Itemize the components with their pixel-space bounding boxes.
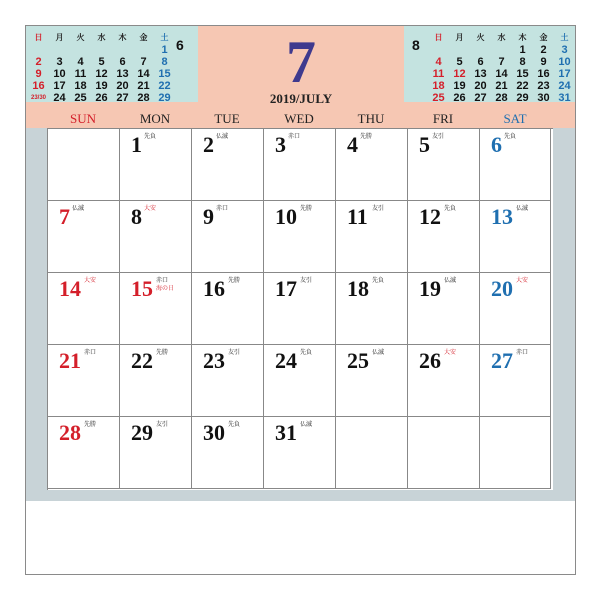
rokuyo-label: 赤口 bbox=[288, 133, 301, 140]
weekday-header-row bbox=[26, 110, 575, 128]
day-cell bbox=[48, 273, 120, 345]
mini-weekday: 金 bbox=[139, 33, 148, 42]
day-cell bbox=[264, 129, 336, 201]
mini-weekday: 土 bbox=[160, 33, 169, 42]
mini-weekday: 金 bbox=[539, 33, 548, 42]
mini-day: 25 bbox=[74, 92, 87, 104]
day-cell bbox=[480, 345, 551, 417]
rokuyo-label: 先負 bbox=[504, 133, 517, 140]
mini-day: 4 bbox=[77, 56, 84, 68]
day-number: 1 bbox=[131, 132, 142, 157]
mini-day: 20 bbox=[474, 80, 487, 92]
mini-day: 8 bbox=[161, 56, 168, 68]
day-number: 9 bbox=[203, 204, 214, 229]
year-month-label: 2019/JULY bbox=[269, 91, 333, 106]
mini-week-row bbox=[28, 68, 192, 80]
rokuyo-label: 仏滅 bbox=[216, 133, 229, 140]
weekday-label-wed: WED bbox=[284, 111, 314, 126]
day-cell bbox=[264, 201, 336, 273]
day-number: 13 bbox=[491, 204, 513, 229]
mini-day: 1 bbox=[161, 44, 168, 56]
mini-weekday: 水 bbox=[97, 33, 106, 42]
mini-day: 25 bbox=[432, 92, 445, 104]
mini-day: 18 bbox=[432, 80, 445, 92]
day-number: 29 bbox=[131, 420, 153, 445]
calendar-page bbox=[25, 25, 576, 575]
day-number: 19 bbox=[419, 276, 441, 301]
weekday-label-thu: THU bbox=[357, 111, 385, 126]
day-cell bbox=[120, 129, 192, 201]
mini-day: 17 bbox=[53, 80, 66, 92]
rokuyo-label: 友引 bbox=[156, 421, 169, 428]
mini-day: 20 bbox=[116, 80, 129, 92]
day-number: 4 bbox=[347, 132, 358, 157]
mini-day: 18 bbox=[74, 80, 87, 92]
day-cell bbox=[48, 417, 120, 489]
day-cell bbox=[480, 129, 551, 201]
mini-day: 28 bbox=[495, 92, 508, 104]
mini-month-number: 6 bbox=[176, 37, 184, 53]
mini-day: 24 bbox=[53, 92, 66, 104]
mini-week-row bbox=[28, 92, 192, 104]
mini-day: 7 bbox=[498, 56, 505, 68]
day-number: 23 bbox=[203, 348, 225, 373]
mini-weekday: 木 bbox=[518, 33, 527, 42]
mini-day: 14 bbox=[137, 68, 150, 80]
day-cell bbox=[48, 129, 120, 201]
day-cell bbox=[336, 273, 408, 345]
day-number: 15 bbox=[131, 276, 153, 301]
weekday-label-fri: FRI bbox=[432, 111, 454, 126]
mini-weekday: 水 bbox=[497, 33, 506, 42]
day-number: 17 bbox=[275, 276, 297, 301]
weekday-label-sat: SAT bbox=[503, 111, 527, 126]
rokuyo-label: 大安 bbox=[444, 349, 457, 356]
rokuyo-label: 仏滅 bbox=[444, 277, 457, 284]
mini-day: 3 bbox=[561, 44, 568, 56]
rokuyo-label: 赤口 bbox=[84, 349, 97, 356]
day-number: 10 bbox=[275, 204, 297, 229]
rokuyo-label: 友引 bbox=[372, 205, 385, 212]
mini-day: 11 bbox=[74, 68, 87, 80]
weekday-label-tue: TUE bbox=[214, 111, 240, 126]
mini-day: 24 bbox=[558, 80, 571, 92]
rokuyo-label: 赤口 bbox=[516, 349, 529, 356]
day-number: 31 bbox=[275, 420, 297, 445]
day-number: 11 bbox=[347, 204, 368, 229]
day-cell bbox=[480, 201, 551, 273]
mini-day: 1 bbox=[519, 44, 526, 56]
day-number: 3 bbox=[275, 132, 286, 157]
mini-day: 16 bbox=[32, 80, 45, 92]
rokuyo-label: 仏滅 bbox=[300, 421, 313, 428]
rokuyo-label: 大安 bbox=[144, 205, 157, 212]
mini-weekday-row bbox=[28, 32, 192, 44]
mini-weekday-row bbox=[428, 32, 576, 44]
rokuyo-label: 友引 bbox=[228, 349, 241, 356]
day-number: 2 bbox=[203, 132, 214, 157]
day-cell bbox=[336, 345, 408, 417]
day-number: 25 bbox=[347, 348, 369, 373]
mini-day: 19 bbox=[453, 80, 466, 92]
day-cell bbox=[192, 417, 264, 489]
rokuyo-label: 先負 bbox=[300, 349, 313, 356]
day-cell bbox=[264, 345, 336, 417]
day-number: 21 bbox=[59, 348, 81, 373]
mini-day: 9 bbox=[540, 56, 547, 68]
mini-day: 23 bbox=[537, 80, 550, 92]
mini-day: 2 bbox=[35, 56, 42, 68]
mini-day: 27 bbox=[474, 92, 487, 104]
mini-day: 12 bbox=[95, 68, 108, 80]
day-number: 12 bbox=[419, 204, 441, 229]
mini-day: 22 bbox=[158, 80, 171, 92]
rokuyo-label: 大安 bbox=[84, 277, 97, 284]
day-number: 6 bbox=[491, 132, 502, 157]
mini-day: 28 bbox=[137, 92, 150, 104]
day-number: 22 bbox=[131, 348, 153, 373]
mini-day: 4 bbox=[435, 56, 442, 68]
weekday-label-mon: MON bbox=[139, 111, 171, 126]
mini-day: 14 bbox=[495, 68, 508, 80]
rokuyo-label: 仏滅 bbox=[372, 349, 385, 356]
mini-day: 10 bbox=[53, 68, 66, 80]
rokuyo-label: 仏滅 bbox=[516, 205, 529, 212]
day-cell bbox=[408, 417, 480, 489]
day-cell bbox=[336, 417, 408, 489]
mini-day: 12 bbox=[453, 68, 466, 80]
mini-calendar-previous-month bbox=[26, 26, 198, 102]
day-cell bbox=[120, 417, 192, 489]
mini-day: 23/30 bbox=[30, 95, 46, 101]
mini-week-row bbox=[428, 80, 576, 92]
mini-weekday: 火 bbox=[76, 33, 85, 42]
mini-day: 19 bbox=[95, 80, 108, 92]
weekday-label-sun: SUN bbox=[69, 111, 96, 126]
rokuyo-label: 先勝 bbox=[228, 277, 241, 284]
month-number: 7 bbox=[286, 29, 316, 95]
day-cell bbox=[480, 417, 551, 489]
mini-day: 2 bbox=[540, 44, 547, 56]
mini-day: 13 bbox=[474, 68, 487, 80]
rokuyo-label: 大安 bbox=[516, 277, 529, 284]
day-cell bbox=[408, 273, 480, 345]
mini-day: 30 bbox=[537, 92, 550, 104]
rokuyo-label: 先負 bbox=[372, 277, 385, 284]
day-number: 27 bbox=[491, 348, 513, 373]
rokuyo-label: 先勝 bbox=[300, 205, 313, 212]
mini-day: 6 bbox=[477, 56, 484, 68]
mini-weekday: 土 bbox=[560, 33, 569, 42]
mini-weekday: 日 bbox=[34, 33, 43, 42]
day-cell bbox=[264, 273, 336, 345]
mini-weekday: 月 bbox=[455, 33, 464, 42]
day-cell bbox=[480, 273, 551, 345]
mini-day: 5 bbox=[98, 56, 105, 68]
month-grid bbox=[47, 128, 553, 490]
mini-weekday: 火 bbox=[476, 33, 485, 42]
mini-week-row bbox=[428, 56, 576, 68]
mini-week-row bbox=[28, 80, 192, 92]
day-cell bbox=[192, 273, 264, 345]
mini-day: 21 bbox=[495, 80, 508, 92]
rokuyo-label: 先勝 bbox=[84, 421, 97, 428]
holiday-label: 海の日 bbox=[156, 285, 175, 292]
mini-day: 11 bbox=[432, 68, 445, 80]
mini-calendar-next-month bbox=[404, 26, 576, 102]
day-cell bbox=[120, 273, 192, 345]
day-number: 14 bbox=[59, 276, 81, 301]
mini-weekday: 月 bbox=[55, 33, 64, 42]
mini-day: 10 bbox=[558, 56, 571, 68]
mini-day: 6 bbox=[119, 56, 126, 68]
mini-day: 26 bbox=[453, 92, 466, 104]
mini-day: 22 bbox=[516, 80, 529, 92]
day-cell bbox=[120, 201, 192, 273]
mini-day: 9 bbox=[35, 68, 42, 80]
rokuyo-label: 赤口 bbox=[216, 205, 229, 212]
rokuyo-label: 友引 bbox=[432, 133, 445, 140]
mini-day: 17 bbox=[558, 68, 571, 80]
mini-day: 3 bbox=[56, 56, 63, 68]
day-number: 5 bbox=[419, 132, 430, 157]
day-cell bbox=[48, 201, 120, 273]
mini-month-number: 8 bbox=[412, 37, 420, 53]
rokuyo-label: 先負 bbox=[444, 205, 457, 212]
day-number: 30 bbox=[203, 420, 225, 445]
day-number: 8 bbox=[131, 204, 142, 229]
mini-day: 16 bbox=[537, 68, 550, 80]
mini-day: 29 bbox=[158, 92, 171, 104]
mini-day: 8 bbox=[519, 56, 526, 68]
day-cell bbox=[336, 201, 408, 273]
mini-day: 26 bbox=[95, 92, 108, 104]
mini-day: 27 bbox=[116, 92, 129, 104]
day-number: 7 bbox=[59, 204, 70, 229]
mini-day: 5 bbox=[456, 56, 463, 68]
day-cell bbox=[408, 345, 480, 417]
day-cell bbox=[408, 129, 480, 201]
mini-day: 31 bbox=[558, 92, 571, 104]
rokuyo-label: 先勝 bbox=[156, 349, 169, 356]
day-cell bbox=[192, 201, 264, 273]
mini-day: 7 bbox=[140, 56, 147, 68]
day-number: 16 bbox=[203, 276, 225, 301]
rokuyo-label: 先負 bbox=[144, 133, 157, 140]
rokuyo-label: 先勝 bbox=[360, 133, 373, 140]
rokuyo-label: 仏滅 bbox=[72, 205, 85, 212]
mini-week-row bbox=[28, 56, 192, 68]
mini-weekday: 日 bbox=[434, 33, 443, 42]
mini-day: 13 bbox=[116, 68, 129, 80]
rokuyo-label: 友引 bbox=[300, 277, 313, 284]
day-cell bbox=[264, 417, 336, 489]
mini-day: 15 bbox=[516, 68, 529, 80]
rokuyo-label: 赤口 bbox=[156, 277, 169, 284]
day-number: 26 bbox=[419, 348, 441, 373]
mini-day: 15 bbox=[158, 68, 171, 80]
rokuyo-label: 先負 bbox=[228, 421, 241, 428]
mini-week-row bbox=[428, 44, 576, 56]
day-cell bbox=[192, 129, 264, 201]
day-cell bbox=[48, 345, 120, 417]
day-number: 18 bbox=[347, 276, 369, 301]
mini-week-row bbox=[428, 68, 576, 80]
day-cell bbox=[120, 345, 192, 417]
mini-day: 21 bbox=[137, 80, 150, 92]
calendar-header bbox=[26, 26, 575, 110]
day-number: 20 bbox=[491, 276, 513, 301]
mini-week-row bbox=[28, 44, 192, 56]
day-cell bbox=[408, 201, 480, 273]
day-cell bbox=[336, 129, 408, 201]
mini-weekday: 木 bbox=[118, 33, 127, 42]
day-number: 24 bbox=[275, 348, 297, 373]
mini-day: 29 bbox=[516, 92, 529, 104]
day-number: 28 bbox=[59, 420, 81, 445]
mini-week-row bbox=[428, 92, 576, 104]
day-cell bbox=[192, 345, 264, 417]
